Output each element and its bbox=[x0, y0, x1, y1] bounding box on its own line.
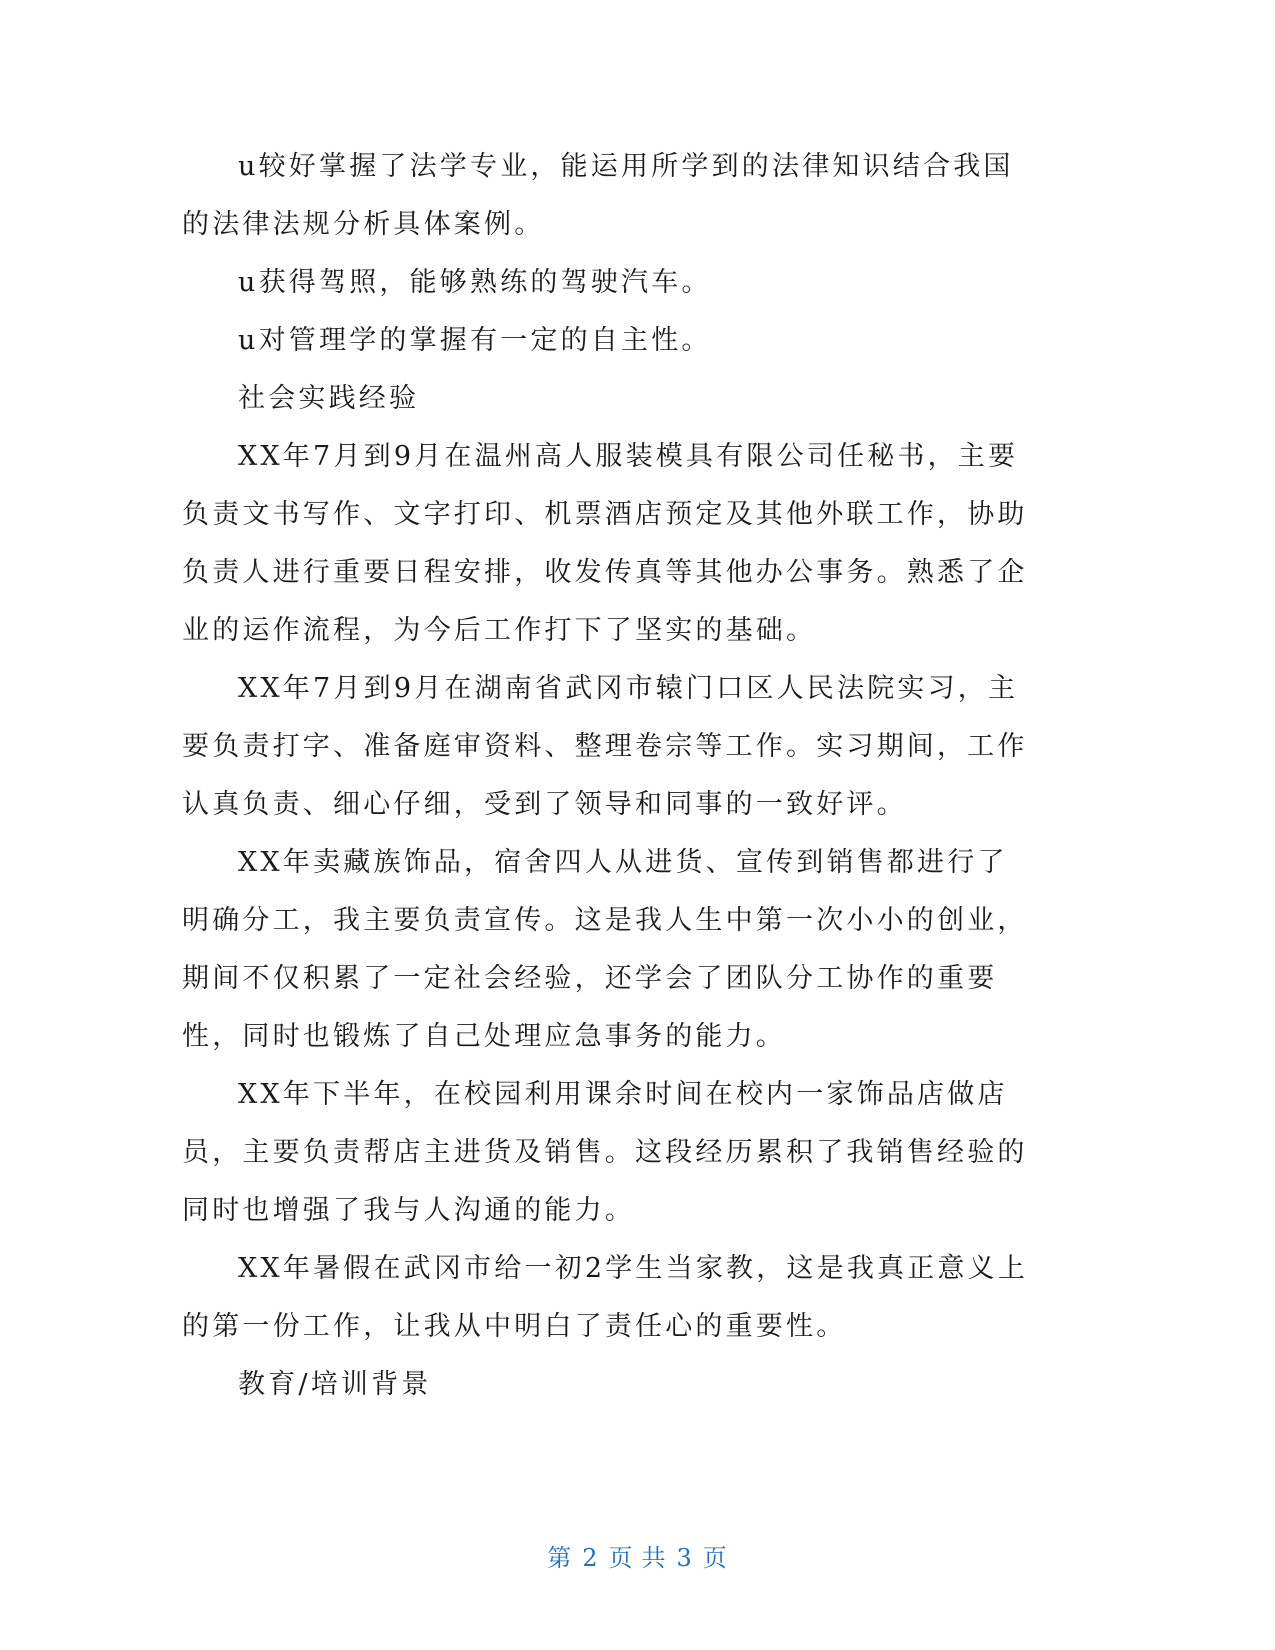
footer-total-pages: 3 bbox=[676, 1544, 693, 1572]
footer-page-word: 页 bbox=[608, 1544, 634, 1572]
section-heading-education: 教育/培训背景 bbox=[238, 1369, 432, 1400]
document-body bbox=[182, 138, 1032, 1414]
page-footer bbox=[0, 1538, 1275, 1573]
skill-management-paragraph: u对管理学的掌握有一定的自主性。 bbox=[238, 325, 712, 356]
skill-law-paragraph: u较好掌握了法学专业，能运用所学到的法律知识结合我国的法律法规分析具体案例。 bbox=[182, 151, 1014, 240]
section-heading-practice: 社会实践经验 bbox=[238, 383, 420, 414]
skill-driving-paragraph: u获得驾照，能够熟练的驾驶汽车。 bbox=[238, 267, 712, 298]
footer-total-word: 共 bbox=[641, 1544, 667, 1572]
footer-prefix: 第 bbox=[547, 1544, 573, 1572]
experience-tutor-paragraph: XX年暑假在武冈市给一初2学生当家教，这是我真正意义上的第一份工作，让我从中明白了责任心的重要性。 bbox=[182, 1253, 1029, 1342]
experience-shop-paragraph: XX年下半年，在校园利用课余时间在校内一家饰品店做店员，主要负责帮店主进货及销售。这段经历累积了我销售经验的同时也增强了我与人沟通的能力。 bbox=[182, 1079, 1028, 1226]
experience-startup-paragraph: XX年卖藏族饰品，宿舍四人从进货、宣传到销售都进行了明确分工，我主要负责宣传。这是我人生中第一次小小的创业，期间不仅积累了一定社会经验，还学会了团队分工协作的重要性，同时也锻炼了自己处理应急事务的能力。 bbox=[182, 847, 1028, 1052]
experience-secretary-paragraph: XX年7月到9月在温州高人服装模具有限公司任秘书，主要负责文书写作、文字打印、机票酒店预定及其他外联工作，协助负责人进行重要日程安排，收发传真等其他办公事务。熟悉了企业的运作流程，为今后工作打下了坚实的基础。 bbox=[182, 441, 1028, 646]
experience-court-paragraph: XX年7月到9月在湖南省武冈市辕门口区人民法院实习，主要负责打字、准备庭审资料、整理卷宗等工作。实习期间，工作认真负责、细心仔细，受到了领导和同事的一致好评。 bbox=[182, 673, 1028, 820]
footer-suffix: 页 bbox=[702, 1544, 728, 1572]
footer-current-page: 2 bbox=[582, 1544, 599, 1572]
